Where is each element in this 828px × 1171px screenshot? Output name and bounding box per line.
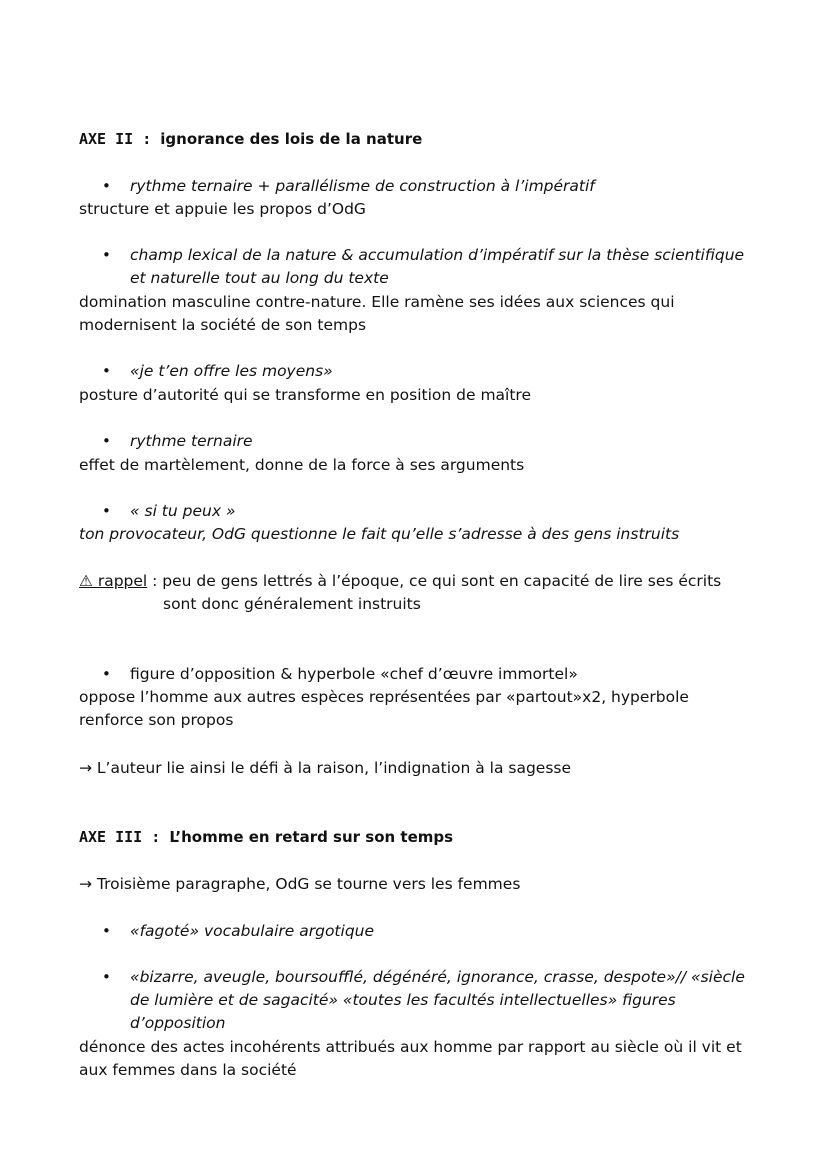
rappel-text-continuation: sont donc généralement instruits [163,595,421,613]
bullet: • [102,362,111,380]
bullet: • [102,432,111,450]
comment-line: structure et appuie les propos d’OdG [79,200,366,218]
list-item: «bizarre, aveugle, boursoufflé, dégénéré, ignorance, crasse, despote»// «siècle [130,968,745,986]
list-item: « si tu peux » [130,502,236,520]
bullet: • [102,502,111,520]
list-item-continuation: d’opposition [130,1014,226,1032]
comment-line: modernisent la société de son temps [79,316,367,334]
axe2-title: ignorance des lois de la nature [160,130,423,148]
axe3-label: AXE III [79,828,143,846]
list-item: rythme ternaire + parallélisme de construction à l’impératif [130,177,595,195]
bullet: • [102,922,111,940]
list-item: champ lexical de la nature & accumulation d’impératif sur la thèse scientifique [130,246,745,264]
rappel-text: : peu de gens lettrés à l’époque, ce qui sont en capacité de lire ses écrits [147,572,722,590]
comment-line: posture d’autorité qui se transforme en position de maître [79,386,532,404]
comment-line: effet de martèlement, donne de la force à ses arguments [79,456,525,474]
comment-line: ton provocateur, OdG questionne le fait qu’elle s’adresse à des gens instruits [79,525,680,543]
intro-line: → Troisième paragraphe, OdG se tourne vers les femmes [79,875,521,893]
list-item: «je t’en offre les moyens» [130,362,333,380]
conclusion-line: → L’auteur lie ainsi le défi à la raison, l’indignation à la sagesse [79,759,572,777]
section-heading-axe3 [79,827,453,847]
comment-line: domination masculine contre-nature. Elle ramène ses idées aux sciences qui [79,293,675,311]
bullet: • [102,665,111,683]
comment-line: aux femmes dans la société [79,1061,297,1079]
list-item-continuation: et naturelle tout au long du texte [130,269,389,287]
bullet: • [102,177,111,195]
rappel-note [79,571,721,591]
axe2-sep: : [133,130,161,148]
bullet: • [102,246,111,264]
comment-line: renforce son propos [79,711,234,729]
section-heading-axe2 [79,129,422,149]
axe3-sep: : [142,828,170,846]
list-item: rythme ternaire [130,432,253,450]
axe3-title: L’homme en retard sur son temps [169,828,454,846]
list-item: «fagoté» vocabulaire argotique [130,922,375,940]
comment-line: oppose l’homme aux autres espèces représentées par «partout»x2, hyperbole [79,688,689,706]
comment-line: dénonce des actes incohérents attribués aux homme par rapport au siècle où il vit et [79,1038,742,1056]
rappel-label: ⚠ rappel [79,572,148,590]
list-item: figure d’opposition & hyperbole «chef d’œuvre immortel» [130,665,578,683]
axe2-label: AXE II [79,130,134,148]
bullet: • [102,968,111,986]
list-item-continuation: de lumière et de sagacité» «toutes les facultés intellectuelles» figures [130,991,676,1009]
